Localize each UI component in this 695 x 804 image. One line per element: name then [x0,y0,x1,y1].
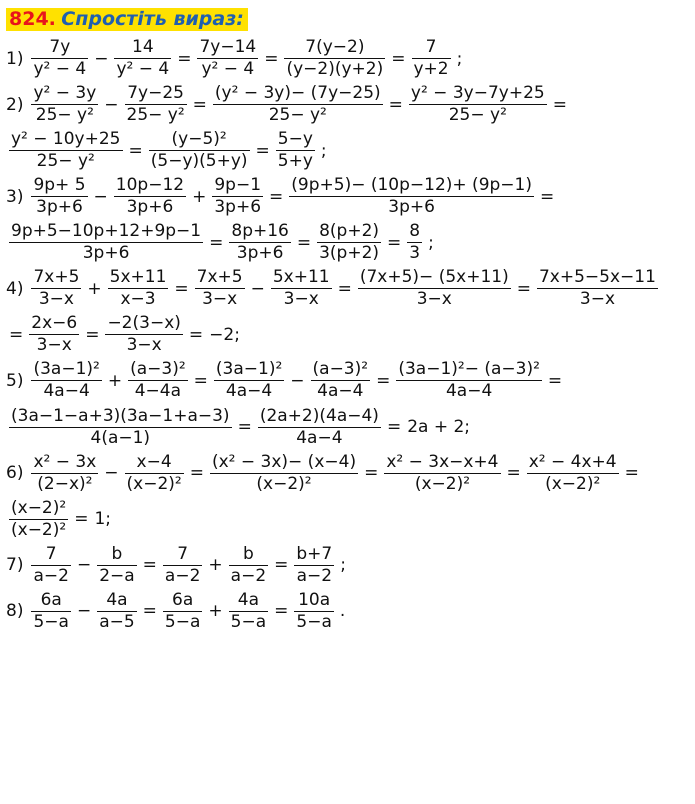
fraction [31,360,101,401]
denominator: y² − 4 [33,59,87,80]
numerator: −2(3−x) [107,313,181,334]
denominator: (x−2)² [11,519,67,540]
numerator: (x−2)² [11,497,67,518]
denominator: 3−x [31,288,81,309]
fraction [276,130,315,171]
exercise-header [6,8,248,31]
item-number: 6) [6,463,24,484]
denominator: y² − 4 [116,59,170,80]
operator: − [94,48,109,69]
fraction [195,268,245,309]
denominator: 5−a [164,611,201,632]
operator: − [76,555,92,576]
denominator: 25− y² [31,104,98,125]
operator: = [264,48,279,69]
fraction [213,84,383,125]
fraction [9,130,123,171]
denominator: x−3 [108,288,169,309]
numerator: y² − 3y [33,83,97,104]
operator: = [74,509,89,530]
operator: = [552,94,567,115]
numerator: 7 [425,37,437,57]
denominator: 4a−4 [214,380,284,401]
numerator: b [243,543,254,564]
fraction [527,453,619,494]
denominator: 5−a [296,611,332,632]
operator: = [209,232,224,253]
operator: = [237,417,252,438]
fraction [294,545,334,586]
operator: = [624,463,639,484]
denominator: 3p+6 [214,197,262,218]
operator: = [337,278,352,299]
equation-line [6,591,689,632]
fraction [294,591,333,632]
numerator: 4a [237,589,260,610]
fraction [212,176,263,217]
operator: = [188,324,204,345]
denominator: 4a−4 [258,427,381,448]
denominator: 3−x [537,288,658,309]
operator: = [388,94,403,115]
operator: = [177,48,192,69]
numerator: (3a−1−a+3)(3a−1+a−3) [11,405,230,426]
item-number: 3) [6,186,24,207]
operator: = [193,370,208,391]
fraction [229,222,290,263]
denominator: (x−2)² [384,473,500,494]
denominator: (x−2)² [527,473,619,494]
numerator: 8 [409,221,421,242]
denominator: 4−4a [128,380,188,401]
fraction [108,268,169,309]
fraction [214,360,284,401]
numerator: 7x+5 [33,267,80,288]
fraction [125,453,184,494]
numerator: 9p+5−10p+12+9p−1 [11,221,202,242]
operator: = [269,186,284,207]
numerator: 7 [177,543,189,564]
denominator: 3p+6 [9,242,203,263]
numerator: y² − 3y−7y+25 [410,83,545,104]
equation-line [6,545,689,586]
numerator: 7x+5 [196,267,243,288]
fraction [537,268,658,309]
equation-line [6,176,689,217]
equation-line [6,499,689,540]
numerator: (y−5)² [171,129,227,150]
denominator: 4(a−1) [9,427,232,448]
operator: − [290,370,305,391]
denominator: 5−a [230,611,267,632]
fraction [97,591,136,632]
denominator: 3−x [105,334,182,355]
item-number: 1) [6,48,24,69]
numerator: 7y [49,37,71,57]
operator: − [93,186,108,207]
fraction [114,176,186,217]
denominator: a−2 [294,565,334,586]
operator: + [192,186,207,207]
denominator: 3p+6 [114,196,186,217]
equation-line [6,130,689,171]
fraction [396,360,542,401]
numerator: 2x−6 [31,313,78,334]
item-number: 7) [6,555,24,576]
fraction [409,84,547,125]
numerator: 10a [298,589,331,610]
exercise-number-dot: . [48,8,56,30]
fraction [210,453,358,494]
operator: = [516,278,531,299]
fraction [105,314,182,355]
numerator: 7y−14 [199,37,257,57]
fraction [229,545,268,586]
operator: = [274,555,289,576]
denominator: a−2 [164,565,201,586]
numerator: x² − 4x+4 [528,451,617,472]
operator: = [85,324,100,345]
numerator: x² − 3x [33,451,97,472]
exercise-title: Спростіть вираз: [61,8,244,30]
numerator: x² − 3x−x+4 [386,451,499,472]
item-number: 8) [6,601,24,622]
operator: = [547,370,563,391]
fraction [125,84,187,125]
operator: = [142,601,157,622]
numerator: b+7 [296,543,333,564]
item-number: 5) [6,370,24,391]
numerator: 5−y [277,129,313,150]
equation-line [6,222,689,263]
numerator: (2a+2)(4a−4) [259,405,379,426]
fraction [311,360,371,401]
denominator: 3−x [29,334,79,355]
operator: = [386,417,402,438]
denominator: 2−a [99,565,135,586]
denominator: (2−x)² [31,473,98,494]
numerator: 5x+11 [109,267,167,288]
denominator: 3p+6 [31,196,87,217]
numerator: 8p+16 [231,221,289,242]
equation-line [6,360,689,401]
numerator: (7x+5)− (5x+11) [359,267,509,288]
denominator: (x−2)² [126,473,182,494]
numerator: (3a−1)² [33,359,100,380]
fraction [412,38,451,79]
fraction [289,176,534,217]
fraction [31,268,81,309]
denominator: 3−x [358,288,511,309]
numerator: 7(y−2) [305,37,365,57]
numerator: 14 [132,37,154,57]
item-number: 2) [6,94,24,115]
numerator: 6a [172,589,194,610]
fraction [9,222,203,263]
operator: + [208,555,223,576]
numerator: 7x+5−5x−11 [538,267,656,288]
fraction [358,268,511,309]
operator: − [250,278,265,299]
solution-lines [6,38,689,632]
numerator: b [111,543,123,564]
numerator: 6a [40,589,62,610]
denominator: y+2 [413,59,449,80]
denominator: 25− y² [213,104,383,125]
expression-text: ; [320,140,327,161]
operator: = [255,140,270,161]
expression-text: −2; [209,324,240,345]
fraction [271,268,332,309]
item-number: 4) [6,278,24,299]
denominator: 25− y² [9,150,123,171]
numerator: (3a−1)² [215,359,283,380]
operator: + [107,370,123,391]
fraction [9,499,68,540]
operator: + [87,278,102,299]
denominator: 3p+6 [289,196,534,217]
fraction [31,545,70,586]
operator: − [104,463,119,484]
operator: = [192,94,207,115]
denominator: a−2 [33,565,69,586]
numerator: (a−3)² [130,359,186,380]
fraction [128,360,188,401]
operator: = [142,555,157,576]
expression-text: ; [456,48,463,69]
fraction [97,545,136,586]
fraction [31,38,88,79]
denominator: 3p+6 [229,242,290,263]
numerator: (9p+5)− (10p−12)+ (9p−1) [291,175,532,196]
numerator: (3a−1)²− (a−3)² [398,359,540,380]
equation-line [6,268,689,309]
numerator: 10p−12 [115,175,185,196]
equation-line [6,314,689,355]
operator: = [274,601,289,622]
numerator: 7 [45,543,57,564]
numerator: 4a [106,589,128,610]
equation-line [6,38,689,79]
denominator: 3 [409,243,421,264]
operator: = [506,463,521,484]
operator: + [208,601,223,622]
fraction [31,84,98,125]
fraction [31,591,70,632]
fraction [197,38,258,79]
expression-text: ; [428,232,434,253]
fraction [31,453,98,494]
fraction [9,407,232,448]
numerator: 5x+11 [272,267,330,288]
equation-line [6,84,689,125]
denominator: 3−x [195,288,245,309]
operator: − [104,94,119,115]
numerator: (y² − 3y)− (7y−25) [214,83,381,104]
numerator: (x² − 3x)− (x−4) [211,451,357,472]
denominator: (x−2)² [210,473,358,494]
denominator: 4a−4 [31,380,101,401]
numerator: 9p+ 5 [33,175,86,196]
operator: = [391,48,406,69]
expression-text: 1; [94,509,111,530]
numerator: 9p−1 [214,175,262,196]
denominator: a−5 [99,611,135,632]
numerator: x−4 [136,451,172,472]
denominator: 3(p+2) [319,243,380,264]
fraction [29,314,79,355]
expression-text: ; [340,555,346,576]
denominator: (5−y)(5+y) [150,151,248,172]
operator: = [376,370,391,391]
operator: = [387,232,402,253]
operator: = [174,278,189,299]
fraction [31,176,87,217]
denominator: 25− y² [126,105,185,126]
operator: = [189,463,204,484]
fraction [149,130,250,171]
fraction [229,591,268,632]
fraction [407,222,422,263]
denominator: 4a−4 [396,380,542,401]
fraction [317,222,381,263]
denominator: a−2 [230,565,267,586]
denominator: y² − 4 [197,58,258,79]
operator: = [364,463,379,484]
equation-line [6,407,689,448]
denominator: 5−a [33,611,69,632]
expression-text: 2a + 2; [407,417,471,438]
operator: = [296,232,312,253]
denominator: 25− y² [409,104,547,125]
numerator: y² − 10y+25 [11,129,121,150]
operator: − [76,601,92,622]
operator: = [9,324,24,345]
exercise-number: 824 [9,8,49,30]
denominator: 4a−4 [311,380,371,401]
fraction [114,38,171,79]
fraction [163,591,202,632]
denominator: 3−x [271,288,332,309]
fraction [258,407,381,448]
numerator: 7y−25 [127,83,184,104]
numerator: (a−3)² [312,359,369,380]
equation-line [6,453,689,494]
fraction [163,545,202,586]
operator: = [540,186,555,207]
operator: = [128,140,143,161]
denominator: 5+y [277,151,313,172]
fraction [284,38,385,79]
expression-text: . [339,601,346,622]
denominator: (y−2)(y+2) [286,59,384,80]
fraction [384,453,500,494]
numerator: 8(p+2) [319,221,380,242]
